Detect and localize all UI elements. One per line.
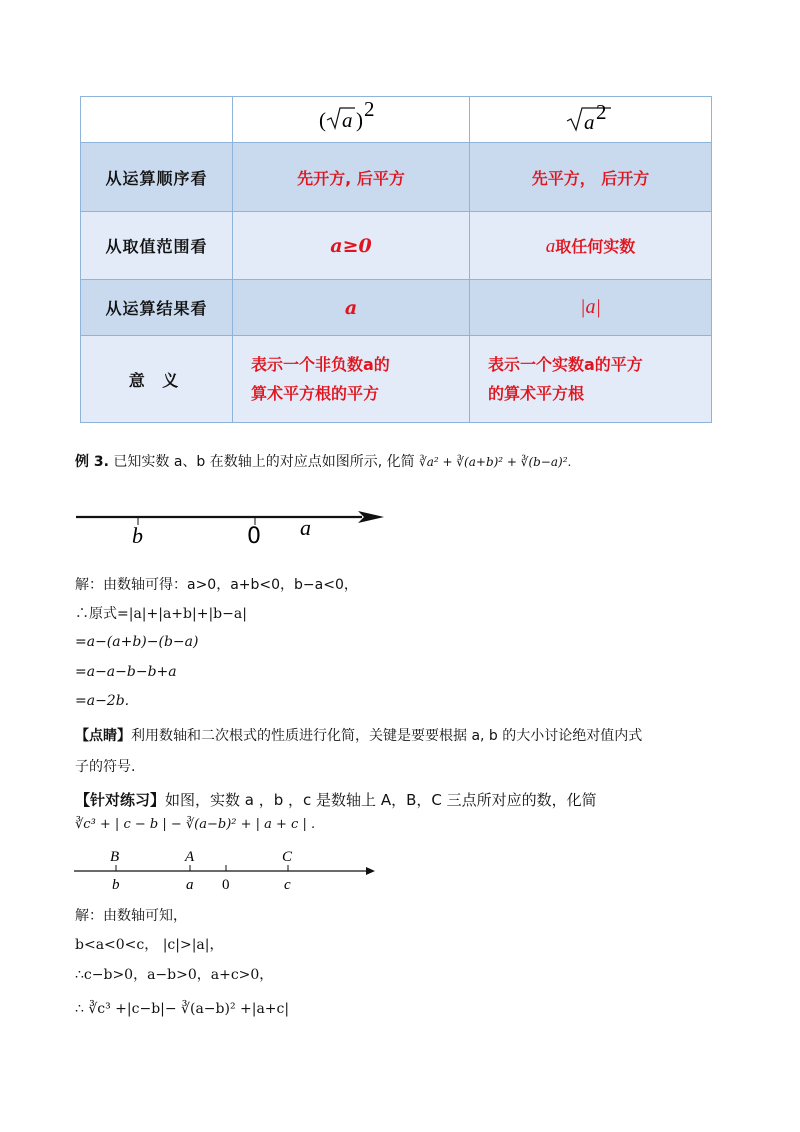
table-row-result <box>81 280 712 336</box>
row-label: 从运算结果看 <box>81 280 233 336</box>
cell-result-left: a <box>233 280 470 336</box>
nl2-label-B: B <box>110 849 120 865</box>
cell-range-left: a≥0 <box>233 212 470 280</box>
svg-text:a: a <box>342 107 353 132</box>
cell-order-left: 先开方, 后平方 <box>233 143 470 212</box>
practice-text: 如图，实数 a ，b ，c 是数轴上 A，B，C 三点所对应的数，化简 <box>165 791 597 809</box>
tip-line1 <box>75 725 642 745</box>
cell-order-right: 先平方， 后开方 <box>470 143 712 212</box>
row-label: 从取值范围看 <box>81 212 233 280</box>
example3-expression: ∛a² + ∛(a+b)² + ∛(b−a)². <box>419 455 572 469</box>
nl1-label-b: b <box>132 523 143 548</box>
example3-label: 例 3. <box>75 454 109 470</box>
example3-text: 已知实数 a、b 在数轴上的对应点如图所示, 化简 <box>113 454 415 470</box>
svg-text:2: 2 <box>364 100 375 121</box>
header-sqrt-a-squared <box>233 97 470 143</box>
meaning-left-line2: 算术平方根的平方 <box>251 384 380 403</box>
practice-expression: ∛c³ + | c − b | − ∛(a−b)² + | a + c | . <box>75 817 316 832</box>
solution1-line4: =a−a−b−b+a <box>75 664 177 680</box>
meaning-right-line2: 的算术平方根 <box>488 384 585 403</box>
row-label: 从运算顺序看 <box>81 143 233 212</box>
range-text: 取任何实数 <box>555 236 636 256</box>
header-sqrt-of-a-squared <box>470 97 712 143</box>
svg-text:): ) <box>356 107 363 132</box>
var-a: a <box>545 235 556 257</box>
row-label: 意 义 <box>81 336 233 423</box>
tip-text: 利用数轴和二次根式的性质进行化简，关键是要要根据 a, b 的大小讨论绝对值内式 <box>131 728 643 744</box>
solution2-line1: 解：由数轴可知， <box>75 908 187 924</box>
number-line-2 <box>74 845 384 895</box>
cell-meaning-right <box>470 336 712 423</box>
table-row-range <box>81 212 712 280</box>
table-row-order <box>81 143 712 212</box>
cell-result-right <box>470 280 712 336</box>
table-row-meaning <box>81 336 712 423</box>
solution1-line3: =a−(a+b)−(b−a) <box>75 634 199 650</box>
meaning-left-line1: 表示一个非负数a的 <box>251 355 390 374</box>
nl2-label-A: A <box>185 849 195 865</box>
example3-line <box>75 451 571 471</box>
formula-sqrt-of-square <box>561 101 621 135</box>
formula-sqrt-a-then-square <box>311 101 391 135</box>
solution1-line5: =a−2b. <box>75 693 130 709</box>
svg-text:(: ( <box>319 107 326 132</box>
cell-meaning-left <box>233 336 470 423</box>
header-empty-cell <box>81 97 233 143</box>
tip-line2: 子的符号. <box>75 759 136 775</box>
nl2-label-c: c <box>284 877 291 893</box>
abs-a: |a| <box>580 296 601 318</box>
number-line-1 <box>74 505 394 550</box>
nl2-label-0: 0 <box>222 877 230 893</box>
solution2-line3: ∴c−b>0，a−b>0，a+c>0， <box>75 967 274 983</box>
cell-range-right <box>470 212 712 280</box>
solution1-line2: ∴原式=|a|+|a+b|+|b−a| <box>75 606 247 622</box>
solution2-line2: b<a<0<c， |c|>|a|， <box>75 937 224 953</box>
tip-label: 【点睛】 <box>75 728 131 744</box>
comparison-table <box>80 96 712 423</box>
meaning-right-line1: 表示一个实数a的平方 <box>488 355 643 374</box>
svg-text:a: a <box>583 109 594 134</box>
nl2-label-b: b <box>112 877 120 893</box>
practice-label: 【针对练习】 <box>75 791 166 809</box>
nl2-label-C: C <box>282 849 293 865</box>
nl2-label-a: a <box>186 877 194 893</box>
solution1-line1: 解：由数轴可得：a>0，a+b<0，b−a<0， <box>75 577 358 593</box>
practice-line <box>75 789 597 810</box>
svg-text:2: 2 <box>595 100 606 124</box>
nl1-label-a: a <box>300 515 311 540</box>
solution2-line4: ∴ ∛c³ +|c−b|− ∛(a−b)² +|a+c| <box>75 1001 290 1017</box>
table-header-row <box>81 97 712 143</box>
nl1-label-0: 0 <box>247 524 261 549</box>
